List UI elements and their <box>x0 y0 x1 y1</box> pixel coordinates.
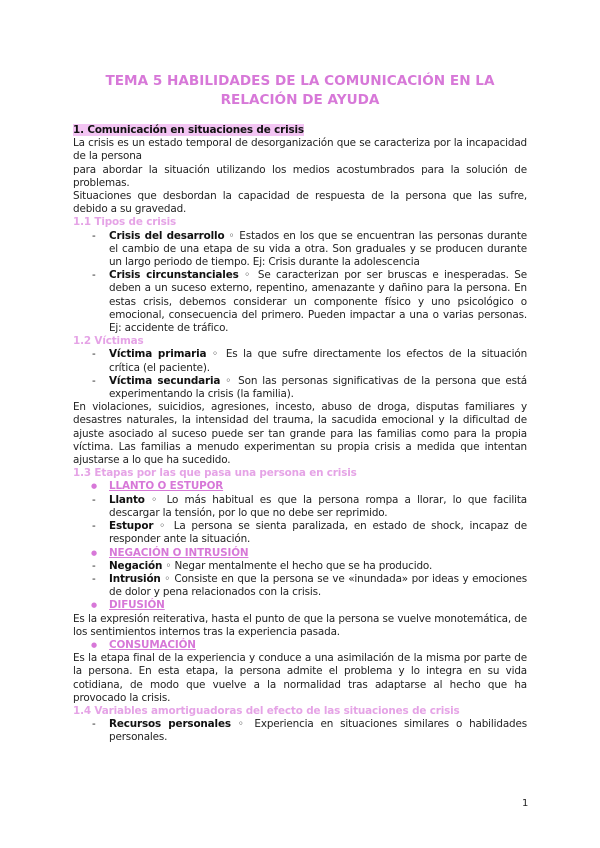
document-body <box>73 72 527 745</box>
paragraph: para abordar la situación utilizando los medios acostumbrados para la solución de problemas. <box>73 163 527 189</box>
paragraph: Situaciones que desbordan la capacidad de respuesta de la persona que las sufre, debido a su gravedad. <box>73 190 527 216</box>
list-item: - Crisis circunstanciales ◦ Se caracterizan por ser bruscas e inesperadas. Se deben a un suceso externo, repentino, amenazante y dañino para la persona. En estas crisis, debemos considerar un componente físico y uno psicológico o emocional, consecuencia del primero. Pueden impactar a una o varias personas. Ej: accidente de tráfico. <box>73 269 527 335</box>
list-item: - Recursos personales ◦ Experiencia en situaciones similares o habilidades personales. <box>73 718 527 744</box>
subheading-1-2: 1.2 Víctimas <box>73 335 144 348</box>
paragraph: Es la expresión reiterativa, hasta el punto de que la persona se vuelve monotemática, de los sentimientos internos tras la experiencia pasada. <box>73 612 527 638</box>
list-item: - Llanto ◦ Lo más habitual es que la persona rompa a llorar, lo que facilita descargar la tensión, por lo que no debe ser reprimido. <box>73 494 527 520</box>
document-title: TEMA 5 HABILIDADES DE LA COMUNICACIÓN EN LA RELACIÓN DE AYUDA <box>105 73 495 108</box>
paragraph: La crisis es un estado temporal de desorganización que se caracteriza por la incapacidad de la persona <box>73 137 527 163</box>
stage-heading: ● NEGACIÓN O INTRUSIÓN <box>73 547 527 560</box>
subheading-1-3: 1.3 Etapas por las que pasa una persona en crisis <box>73 467 357 480</box>
subheading-1-1: 1.1 Tipos de crisis <box>73 216 177 229</box>
list-item: - Crisis del desarrollo ◦ Estados en los que se encuentran las personas durante el cambio de una etapa de su vida a otra. Son graduales y se producen durante un largo periodo de tiempo. Ej: Crisis durante la adolescencia <box>73 230 527 270</box>
section-heading-1: 1. Comunicación en situaciones de crisis <box>73 124 304 136</box>
stage-heading: ● DIFUSIÓN <box>73 599 527 612</box>
page-number: 1 <box>522 798 529 809</box>
list-item: - Negación ◦ Negar mentalmente el hecho que se ha producido. <box>73 560 527 573</box>
stage-heading: ● CONSUMACIÓN <box>73 639 527 652</box>
paragraph: En violaciones, suicidios, agresiones, incesto, abuso de droga, disputas familiares y desastres naturales, la intensidad del trauma, la sacudida emocional y la dificultad de ajuste asociado al suceso puede ser tan grande para las familias como para la propia víctima. Las familias a menudo experimentan su propia crisis a medida que intentan ajustarse a lo que ha sucedido. <box>73 401 527 467</box>
list-item: - Víctima secundaria ◦ Son las personas significativas de la persona que está experimentando la crisis (la familia). <box>73 375 527 401</box>
list-item: - Estupor ◦ La persona se sienta paralizada, en estado de shock, incapaz de responder ante la situación. <box>73 520 527 546</box>
list-item: - Intrusión ◦ Consiste en que la persona se ve «inundada» por ideas y emociones de dolor y pena relacionados con la crisis. <box>73 573 527 599</box>
list-item: - Víctima primaria ◦ Es la que sufre directamente los efectos de la situación crítica (el paciente). <box>73 348 527 374</box>
stage-heading: ● LLANTO O ESTUPOR <box>73 480 527 493</box>
subheading-1-4: 1.4 Variables amortiguadoras del efecto de las situaciones de crisis <box>73 704 460 717</box>
paragraph: Es la etapa final de la experiencia y conduce a una asimilación de la misma por parte de la persona. En esta etapa, la persona admite el problema y lo integra en su vida cotidiana, de modo que vuelve a la normalidad tras adaptarse al hecho que ha provocado la crisis. <box>73 652 527 704</box>
